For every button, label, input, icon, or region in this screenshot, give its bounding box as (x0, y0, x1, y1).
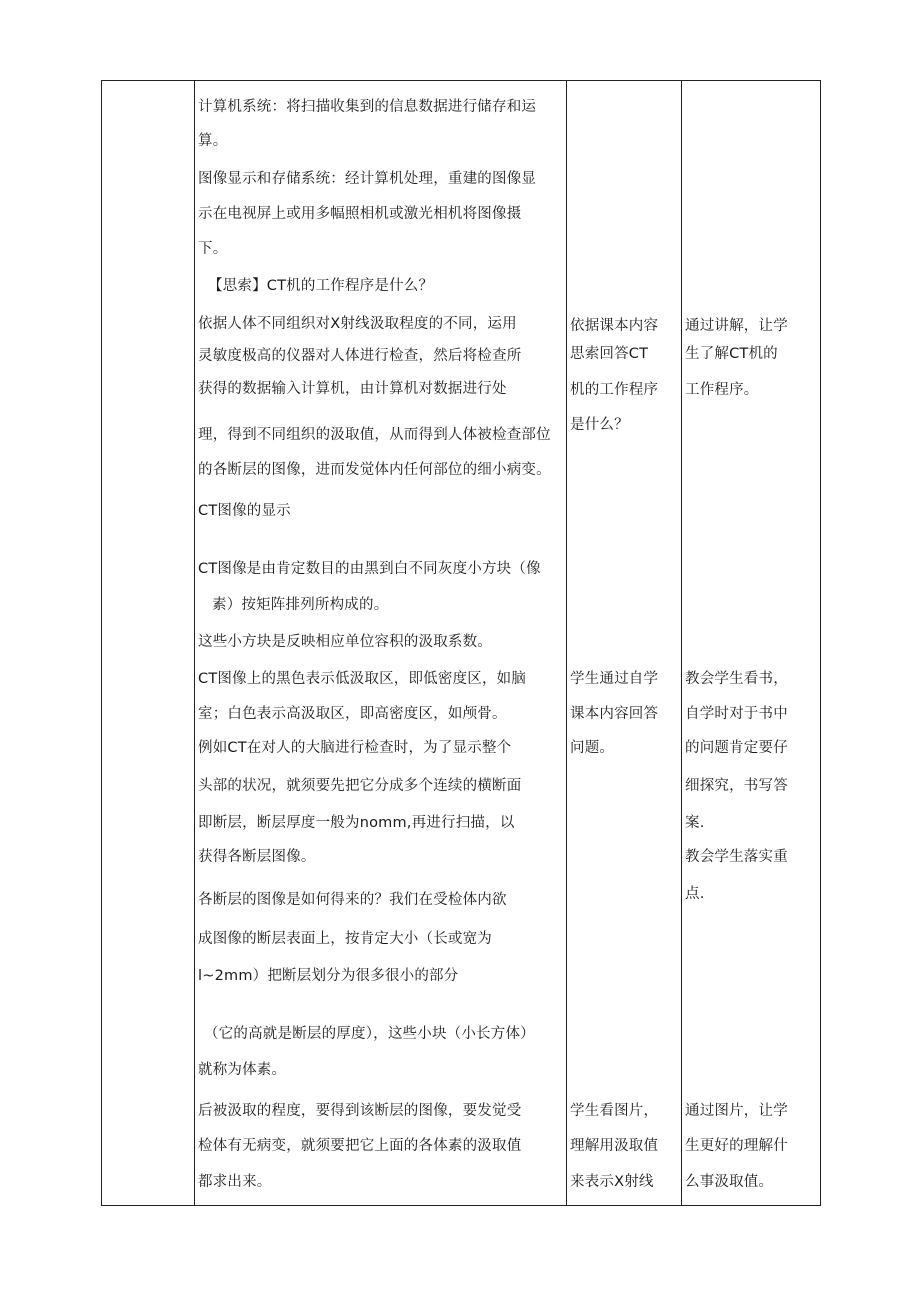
design-intent-line: 的问题肯定要仔 (685, 740, 788, 756)
content-line: 例如CT在对人的大脑进行检查时，为了显示整个 (198, 740, 512, 756)
student-activity-line: 课本内容回答 (570, 706, 659, 722)
content-line: 灵敏度极高的仪器对人体进行检查，然后将检查所 (198, 348, 522, 364)
student-activity-line: 理解用汲取值 (570, 1138, 659, 1154)
design-intent-line: 点. (685, 886, 705, 902)
content-line: 就称为体素。 (198, 1062, 287, 1078)
content-line: 各断层的图像是如何得来的？我们在受检体内欲 (198, 892, 507, 908)
content-line: 计算机系统：将扫描收集到的信息数据进行储存和运 (198, 99, 537, 115)
content-line: 成图像的断层表面上，按肯定大小（长或宽为 (198, 931, 492, 947)
design-intent-line: 通过讲解，让学 (685, 318, 788, 334)
content-line: 室；白色表示高汲取区，即高密度区，如颅骨。 (198, 706, 507, 722)
content-line: 都求出来。 (198, 1174, 272, 1190)
design-intent-line: 教会学生落实重 (685, 849, 788, 865)
design-intent-line: 工作程序。 (685, 382, 759, 398)
student-activity-line: 依据课本内容 (570, 318, 659, 334)
teaching-content-cell (194, 81, 566, 1205)
design-intent-line: 教会学生看书， (685, 671, 788, 687)
design-intent-line: 通过图片，让学 (685, 1103, 788, 1119)
design-intent-line: 自学时对于书中 (685, 706, 788, 722)
content-line: 图像显示和存储系统：经计算机处理，重建的图像显 (198, 171, 537, 187)
first-column-cell (102, 81, 194, 1205)
student-activity-line: 问题。 (570, 740, 615, 756)
lesson-table (101, 80, 821, 1206)
content-line: 的各断层的图像，进而发觉体内任何部位的细小病变。 (198, 462, 551, 478)
design-intent-line: 细探究，书写答 (685, 778, 788, 794)
content-line: 头部的状况，就须要先把它分成多个连续的横断面 (198, 778, 522, 794)
content-line: CT图像的显示 (198, 503, 291, 519)
design-intent-line: 生更好的理解什 (685, 1138, 788, 1154)
design-intent-cell (681, 81, 820, 1205)
content-line: 后被汲取的程度，要得到该断层的图像，要发觉受 (198, 1103, 522, 1119)
student-activity-line: 学生看图片， (570, 1103, 659, 1119)
content-line: 【思索】CT机的工作程序是什么？ (208, 278, 434, 294)
student-activity-cell (566, 81, 681, 1205)
content-line: 依据人体不同组织对X射线汲取程度的不同，运用 (198, 316, 517, 332)
content-line: 即断层，断层厚度一般为nomm,再进行扫描，以 (198, 815, 515, 831)
content-line: 理，得到不同组织的汲取值，从而得到人体被检查部位 (198, 427, 551, 443)
content-line: CT图像上的黑色表示低汲取区，即低密度区，如脑 (198, 671, 527, 687)
content-line: 算。 (198, 133, 228, 149)
content-line: 下。 (198, 241, 228, 257)
content-line: 获得的数据输入计算机，由计算机对数据进行处 (198, 381, 507, 397)
content-line: 这些小方块是反映相应单位容积的汲取系数。 (198, 634, 492, 650)
content-line: 示在电视屏上或用多幅照相机或激光相机将图像摄 (198, 206, 522, 222)
student-activity-line: 机的工作程序 (570, 382, 659, 398)
content-line: 获得各断层图像。 (198, 849, 316, 865)
content-line: 检体有无病变，就须要把它上面的各体素的汲取值 (198, 1138, 522, 1154)
content-line: l~2mm）把断层划分为很多很小的部分 (198, 968, 459, 984)
student-activity-line: 来表示X射线 (570, 1174, 654, 1190)
content-line: （它的高就是断层的厚度），这些小块（小长方体） (204, 1026, 535, 1042)
student-activity-line: 思索回答CT (570, 346, 649, 362)
student-activity-line: 学生通过自学 (570, 671, 659, 687)
design-intent-line: 案. (685, 815, 705, 831)
student-activity-line: 是什么？ (570, 417, 629, 433)
design-intent-line: 么事汲取值。 (685, 1174, 774, 1190)
content-line: CT图像是由肯定数目的由黑到白不同灰度小方块（像 (198, 561, 541, 577)
content-line: 素）按矩阵排列所构成的。 (212, 597, 389, 613)
design-intent-line: 生了解CT机的 (685, 346, 778, 362)
